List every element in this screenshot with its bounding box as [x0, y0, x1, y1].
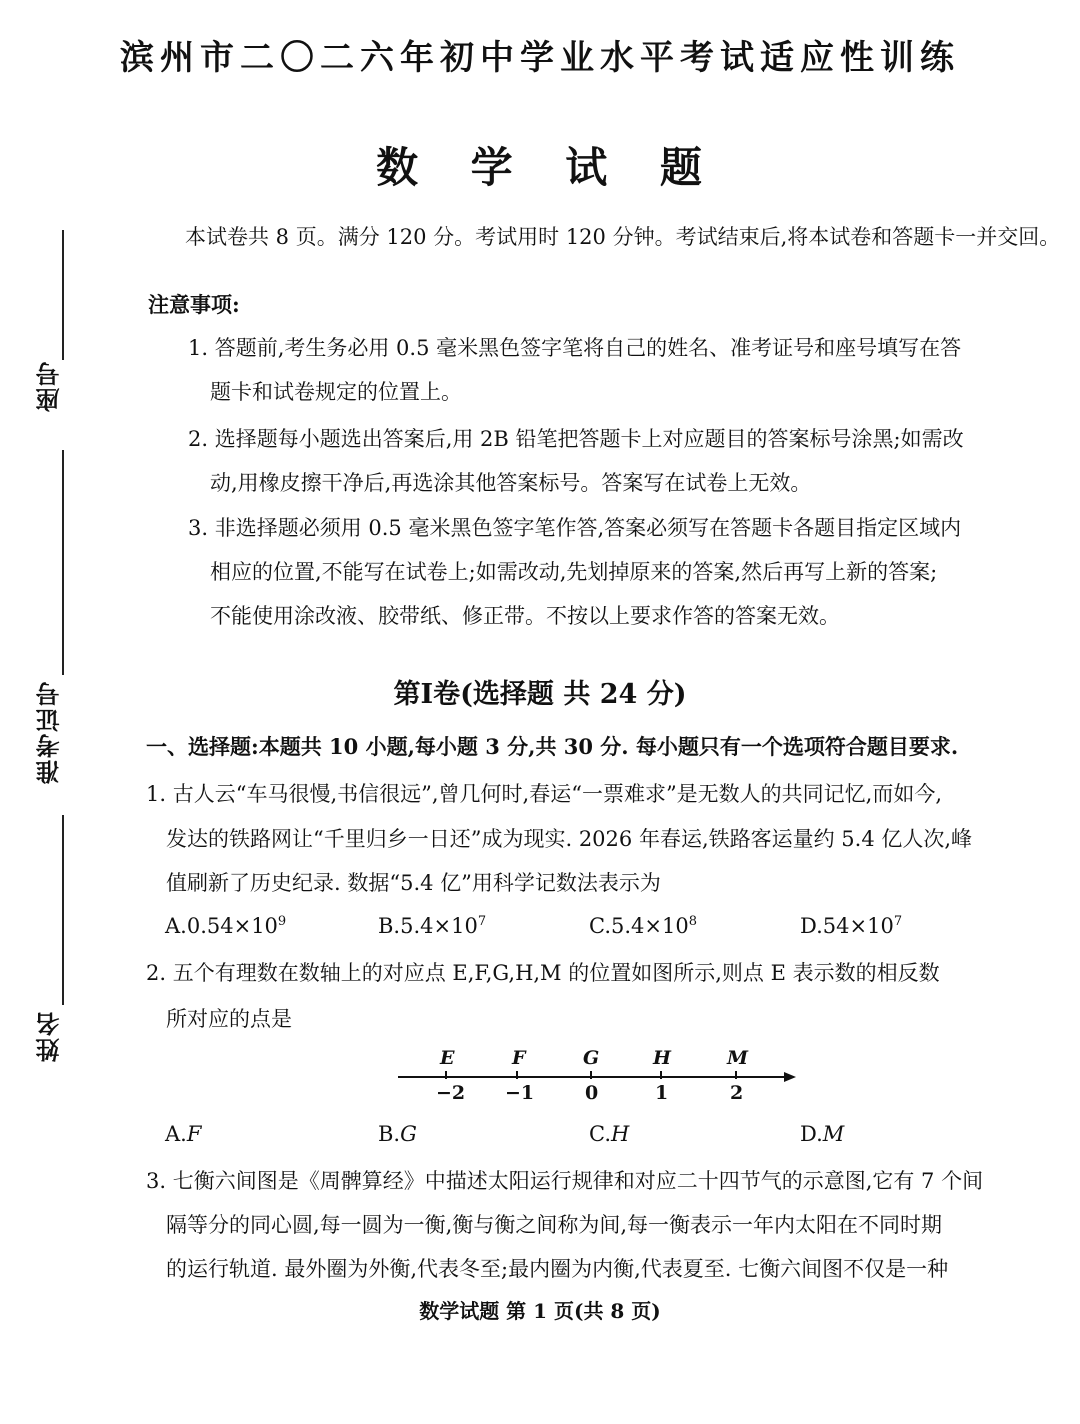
section-instruction: 一、选择题:本题共 10 小题,每小题 3 分,共 30 分. 每小题只有一个选项符合题目要求. — [146, 734, 959, 759]
exam-header: 滨州市二〇二六年初中学业水平考试适应性训练 — [120, 38, 960, 78]
q3-line: 隔等分的同心圆,每一圆为一衡,衡与衡之间称为间,每一衡表示一年内太阳在不同时期 — [166, 1213, 943, 1237]
option-label: B. — [378, 914, 401, 938]
notice-line: 题卡和试卷规定的位置上。 — [210, 380, 462, 404]
tick-label: 0 — [585, 1082, 599, 1104]
notice-line: 相应的位置,不能写在试卷上;如需改动,先划掉原来的答案,然后再写上新的答案; — [210, 560, 938, 584]
name-line — [62, 815, 64, 1005]
option-label: A. — [165, 1122, 187, 1146]
tick-label: 2 — [730, 1082, 744, 1104]
section-title: 第Ⅰ卷(选择题 共 24 分) — [393, 679, 687, 710]
exam-id-line — [62, 450, 64, 675]
exam-id-label: 准考证号 — [35, 680, 64, 784]
point-f-label: F — [512, 1047, 526, 1069]
tick-label: −2 — [436, 1082, 466, 1104]
name-label: 姓名 — [35, 1010, 64, 1062]
q3-line: 3. 七衡六间图是《周髀算经》中描述太阳运行规律和对应二十四节气的示意图,它有 7 个间 — [146, 1169, 984, 1193]
seat-line — [62, 230, 64, 360]
option-label: D. — [800, 1122, 823, 1146]
q2-line: 2. 五个有理数在数轴上的对应点 E,F,G,H,M 的位置如图所示,则点 E 表示数的相反数 — [146, 961, 940, 985]
q2-line: 所对应的点是 — [166, 1007, 292, 1031]
notice-line: 2. 选择题每小题选出答案后,用 2B 铅笔把答题卡上对应题目的答案标号涂黑;如需改 — [188, 427, 964, 451]
option-label: A. — [165, 914, 187, 938]
point-g-label: G — [583, 1047, 600, 1069]
q1-option-c — [589, 914, 697, 938]
number-line-arrow — [784, 1072, 796, 1082]
point-m-tick — [735, 1071, 737, 1079]
q2-option-d — [800, 1122, 844, 1146]
q2-option-c — [589, 1122, 629, 1146]
seat-label: 座号 — [35, 360, 64, 412]
notice-line: 3. 非选择题必须用 0.5 毫米黑色签字笔作答,答案必须写在答题卡各题目指定区域内 — [188, 516, 962, 540]
option-label: C. — [589, 914, 611, 938]
option-value: 0.54×10 — [186, 914, 278, 938]
option-exponent: 7 — [893, 914, 903, 929]
tick-label: −1 — [505, 1082, 535, 1104]
option-label: C. — [589, 1122, 611, 1146]
number-line-figure — [395, 1045, 800, 1105]
point-f-tick — [516, 1071, 518, 1079]
option-label: B. — [378, 1122, 401, 1146]
option-value: G — [400, 1122, 417, 1146]
notice-line: 1. 答题前,考生务必用 0.5 毫米黑色签字笔将自己的姓名、准考证号和座号填写在答 — [188, 336, 962, 360]
option-value: 54×10 — [822, 914, 894, 938]
option-value: 5.4×10 — [400, 914, 478, 938]
intro-text: 本试卷共 8 页。满分 120 分。考试用时 120 分钟。考试结束后,将本试卷和答题卡一并交回。 — [185, 225, 1061, 249]
tick-label: 1 — [655, 1082, 669, 1104]
q3-line: 的运行轨道. 最外圈为外衡,代表冬至;最内圈为内衡,代表夏至. 七衡六间图不仅是一种 — [166, 1257, 949, 1281]
point-g-tick — [590, 1071, 592, 1079]
option-exponent: 8 — [688, 914, 697, 929]
q1-option-d — [800, 914, 902, 938]
option-value: M — [822, 1122, 845, 1146]
option-exponent: 9 — [277, 914, 287, 929]
point-e-tick — [445, 1071, 447, 1079]
notice-line: 动,用橡皮擦干净后,再选涂其他答案标号。答案写在试卷上无效。 — [210, 471, 812, 495]
q2-option-a — [165, 1122, 201, 1146]
point-h-tick — [660, 1071, 662, 1079]
q1-option-a — [165, 914, 286, 938]
q1-option-b — [378, 914, 486, 938]
option-value: 5.4×10 — [611, 914, 689, 938]
page-title: 数 学 试 题 — [376, 143, 704, 192]
point-e-label: E — [440, 1047, 455, 1069]
option-label: D. — [800, 914, 823, 938]
q2-option-b — [378, 1122, 417, 1146]
option-value: H — [611, 1122, 630, 1146]
point-h-label: H — [653, 1047, 671, 1069]
notice-line: 不能使用涂改液、胶带纸、修正带。不按以上要求作答的答案无效。 — [210, 604, 840, 628]
point-m-label: M — [727, 1047, 749, 1069]
q1-line: 值刷新了历史纪录. 数据“5.4 亿”用科学记数法表示为 — [166, 871, 661, 895]
q1-line: 发达的铁路网让“千里归乡一日还”成为现实. 2026 年春运,铁路客运量约 5.4 亿人次,峰 — [166, 827, 973, 851]
option-value: F — [186, 1122, 202, 1146]
page-footer: 数学试题 第 1 页(共 8 页) — [419, 1299, 661, 1323]
q1-line: 1. 古人云“车马很慢,书信很远”,曾几何时,春运“一票难求”是无数人的共同记忆,而如今, — [146, 782, 943, 806]
option-exponent: 7 — [477, 914, 487, 929]
number-line-axis — [398, 1076, 786, 1078]
notice-heading: 注意事项: — [148, 292, 240, 317]
